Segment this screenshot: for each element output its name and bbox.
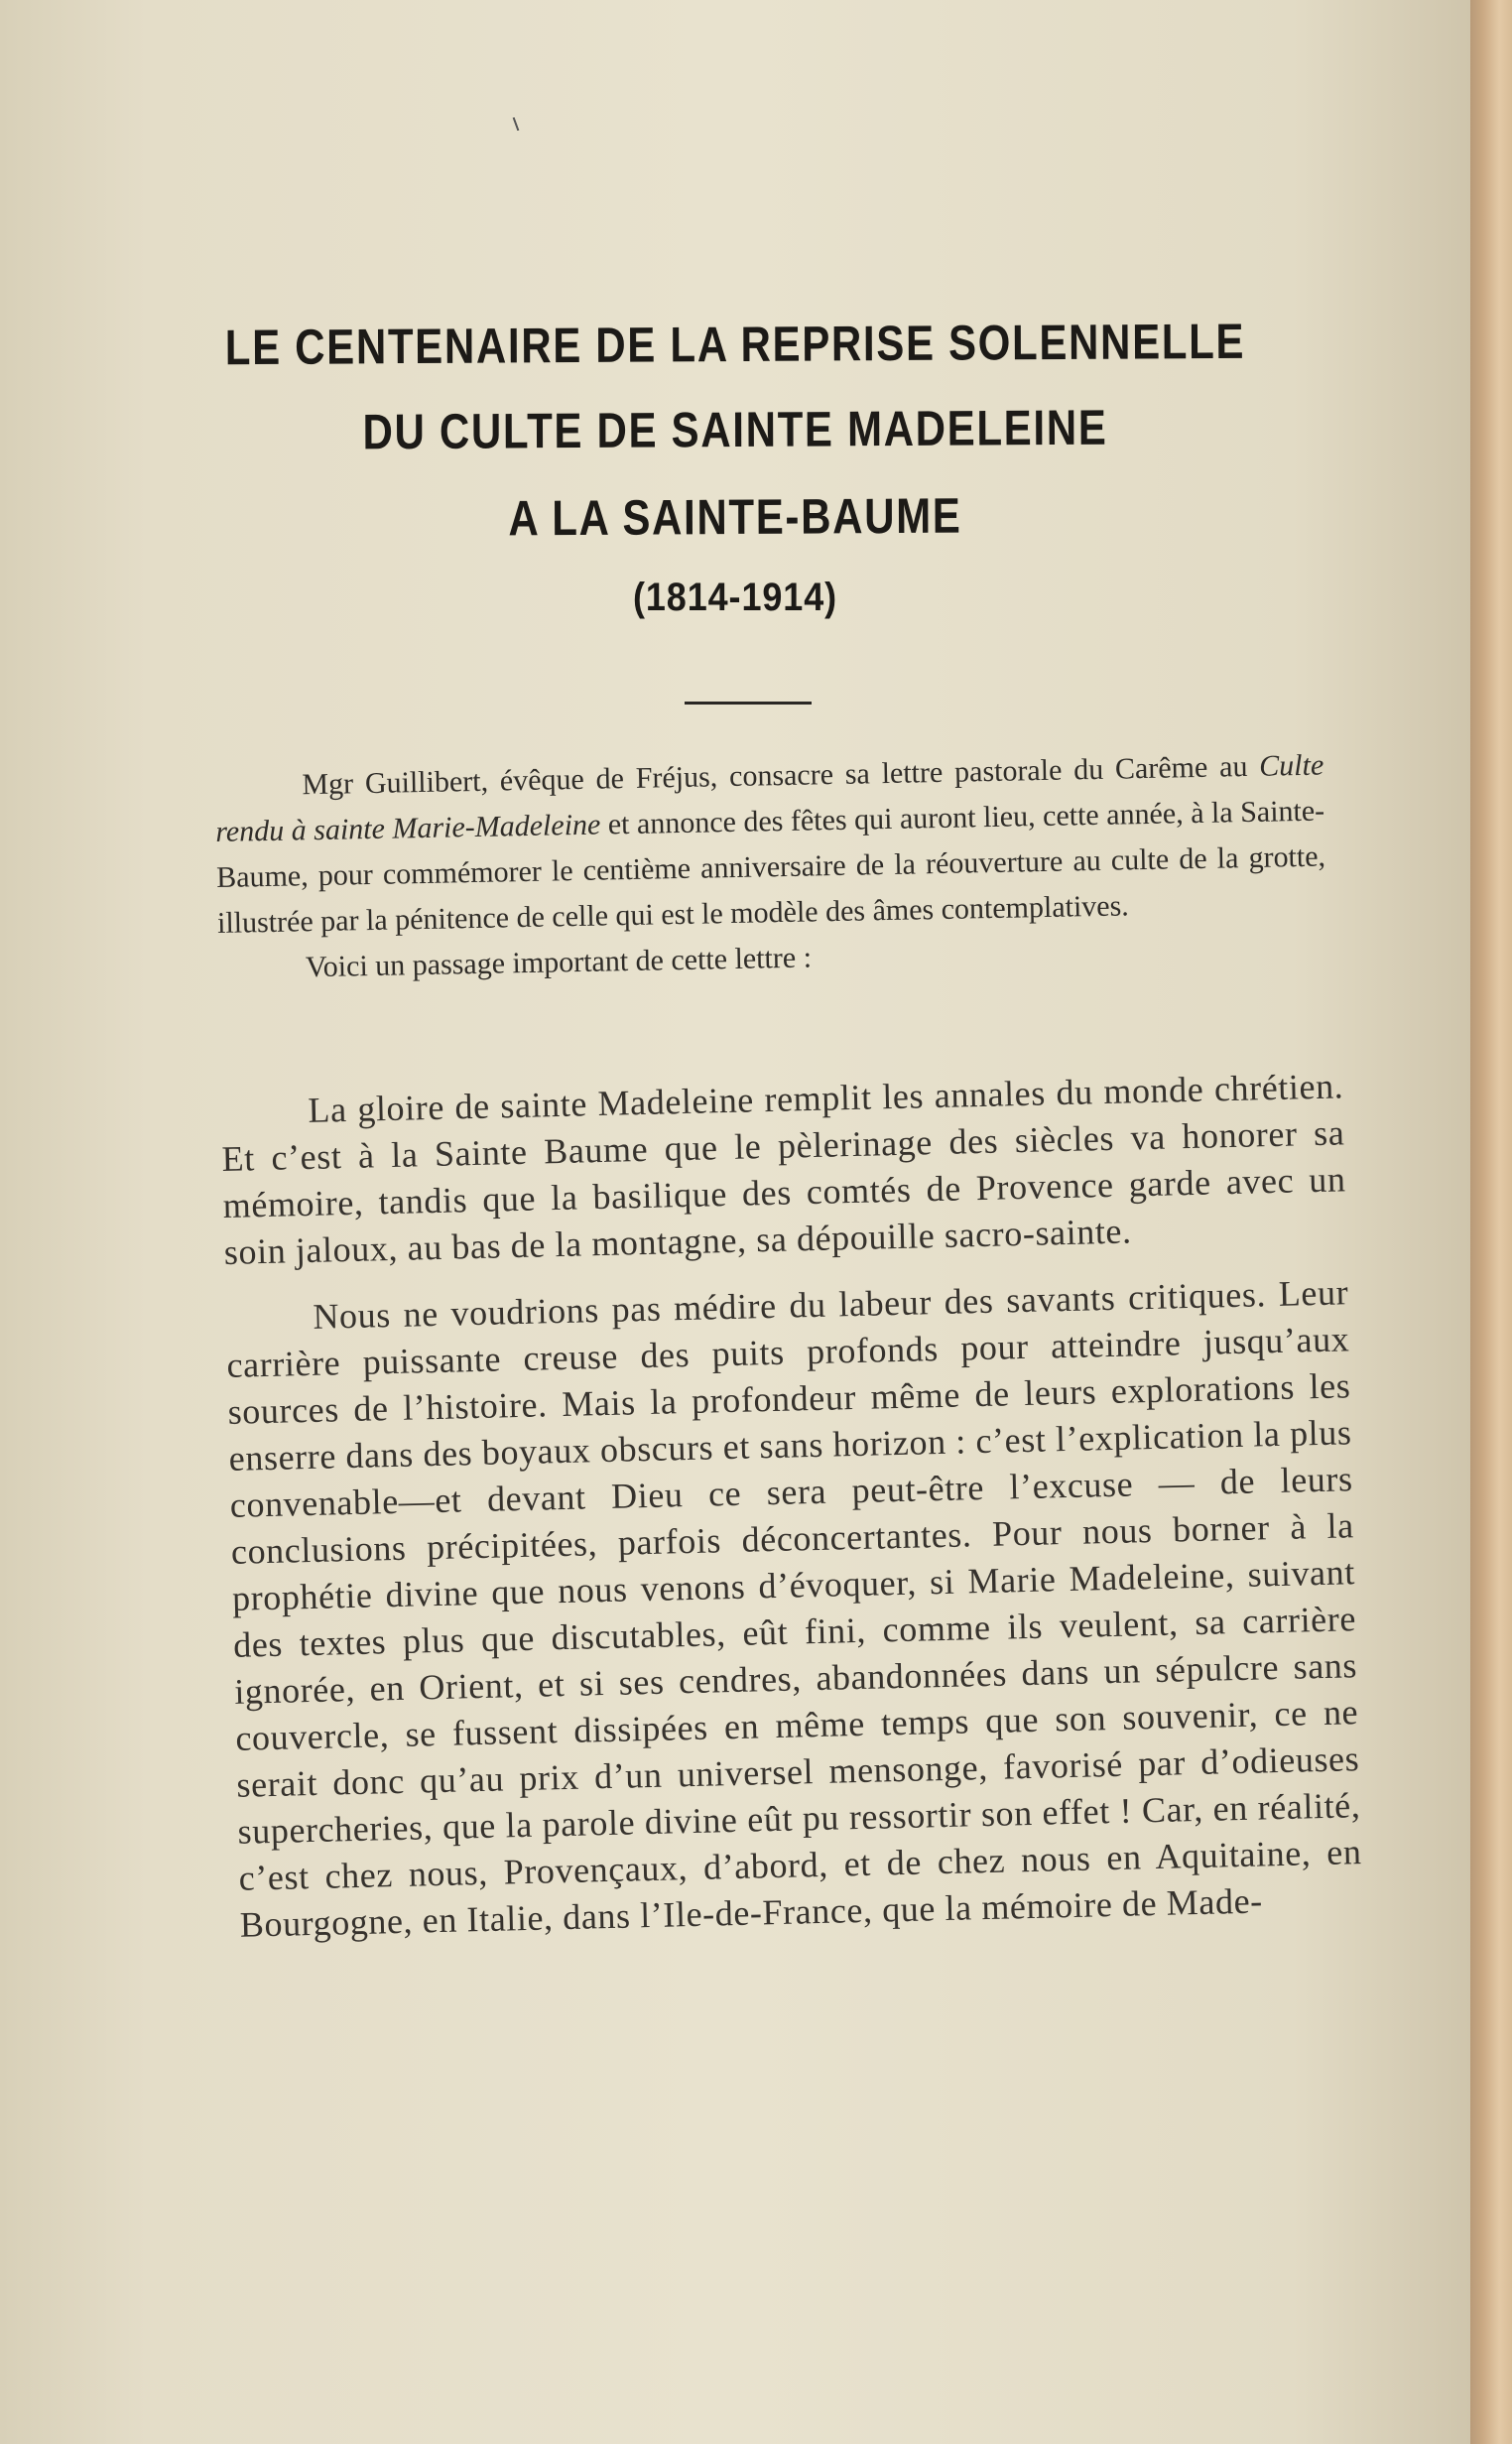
- title-line-1: LE CENTENAIRE DE LA REPRISE SOLENNELLE: [224, 313, 1246, 376]
- intro-paragraph-2: Voici un passage important de cette lettre :: [305, 941, 813, 984]
- intro-paragraph-1: [214, 743, 1326, 947]
- page-edge: [1470, 0, 1512, 2444]
- section-divider: [685, 702, 812, 705]
- quote-paragraph-2: Nous ne voudrions pas médire du labeur des savants critiques. Leur carrière puissante creuse des puits profonds pour atteindre jusqu’aux sources de l’histoire. Mais la profondeur même de leurs explorations les enserre dans des boyaux obscurs et sans horizon : c’est l’explication la plus convenable—et devant Dieu ce sera peut-être l’excuse — de leurs conclusions précipitées, parfois déconcertantes. Pour nous borner à la prophétie divine que nous venons d’évoquer, si Marie Madeleine, suivant des textes plus que discutables, eût fini, comme ils veulent, sa carrière ignorée, en Orient, et si ses cendres, abandonnées dans un sépulcre sans couvercle, se fussent dissipées en même temps que son souvenir, ce ne serait donc qu’au prix d’un universel mensonge, favorisé par d’odieuses supercheries, que la parole divine eût pu ressortir son effet ! Car, en réalité, c’est chez nous, Provençaux, d’abord, et de chez nous en Aquitaine, en Bourgogne, en Italie, dans l’Ile-de-France, que la mémoire de Made-: [226, 1272, 1362, 1945]
- quoted-letter: [220, 1063, 1364, 1968]
- intro-italic-title-1: Culte rendu à sainte: [214, 748, 1324, 848]
- ink-speck: [513, 117, 520, 131]
- title-years: (1814-1914): [632, 576, 838, 619]
- quote-paragraph-1: La gloire de sainte Madeleine remplit les annales du monde chrétien. Et c’est à la Sainte Baume que le pèlerinage des siècles va honorer sa mémoire, tandis que la basilique des comtés de Provence garde avec un soin jaloux, au bas de la montagne, sa dépouille sacro-sainte.: [221, 1066, 1346, 1272]
- intro-italic-title-2: Marie-Madeleine: [392, 808, 601, 845]
- title-line-3: A LA SAINTE-BAUME: [508, 487, 962, 547]
- intro-text: [214, 743, 1327, 992]
- title-line-2: DU CULTE DE SAINTE MADELEINE: [362, 399, 1108, 460]
- intro-text-a: Mgr Guillibert, évêque de Fréjus, consacre sa lettre pastorale du Carême au: [302, 749, 1260, 802]
- intro-text-c: et annonce des fêtes qui auront lieu, cette année, à la Sainte-Baume, pour commémorer le centième anniversaire de la réouverture au culte de la grotte, illustrée par la pénitence de celle qui est le modèle des âmes contemplatives.: [215, 794, 1326, 940]
